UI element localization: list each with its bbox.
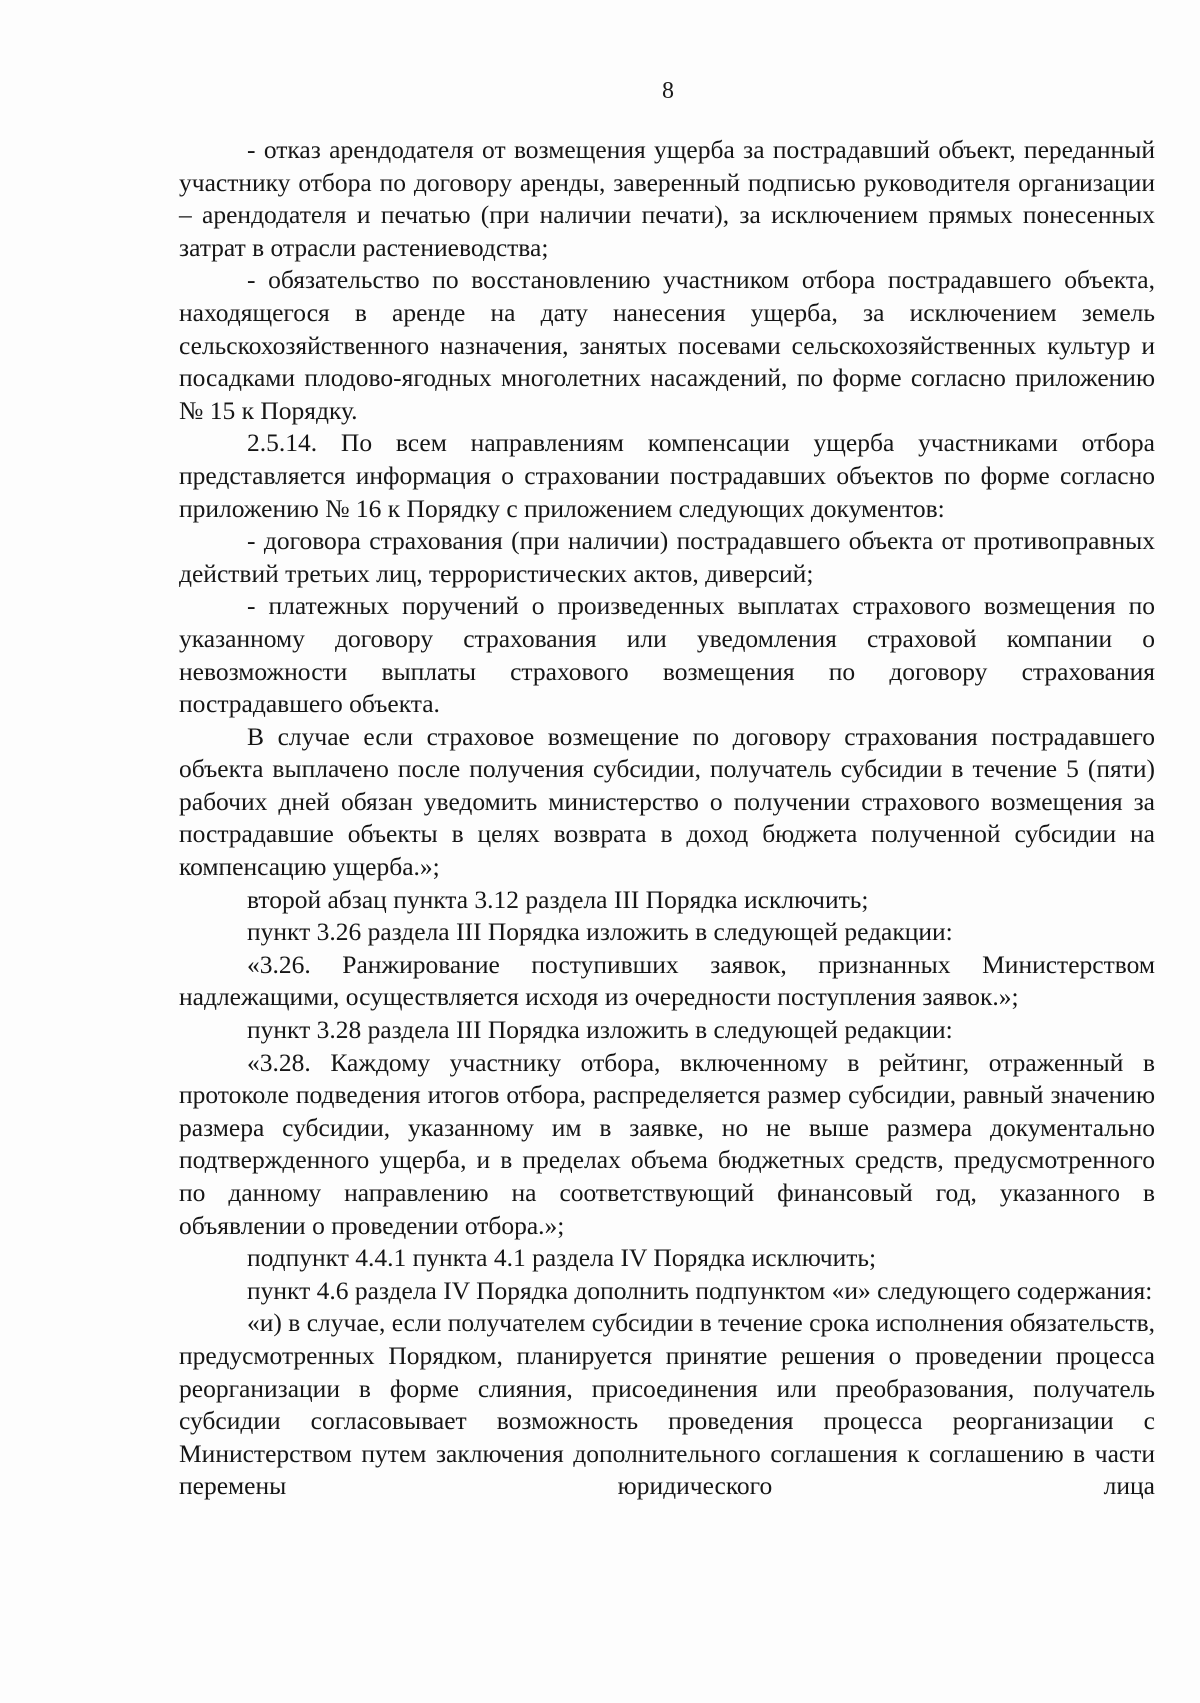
paragraph-insurance-after-subsidy: В случае если страховое возмещение по договору страхования пострадавшего объекта выплачено после получения субсидии, получатель субсидии в течение 5 (пяти) рабочих дней обязан уведомить министерство о получении страхового возмещения за пострадавшие объекты в целях возврата в доход бюджета полученной субсидии на компенсацию ущерба.»; bbox=[179, 721, 1155, 882]
paragraph-3-26-text: «3.26. Ранжирование поступивших заявок, признанных Министерством надлежащими, осуществляется исходя из очередности поступления заявок.»; bbox=[179, 949, 1155, 1012]
paragraph-3-28-text: «3.28. Каждому участнику отбора, включенному в рейтинг, отраженный в протоколе подведения итогов отбора, распределяется размер субсидии, равный значению размера субсидии, указанному им в заявке, но не выше размера документально подтвержденного ущерба, и в пределах объема бюджетных средств, предусмотренного по данному направлению на соответствующий финансовый год, указанного в объявлении о проведении отбора.»; bbox=[179, 1047, 1155, 1240]
paragraph-3-26-intro: пункт 3.26 раздела III Порядка изложить в следующей редакции: bbox=[247, 917, 953, 947]
paragraph-4-4-1-exclusion: подпункт 4.4.1 пункта 4.1 раздела IV Порядка исключить; bbox=[247, 1243, 877, 1273]
paragraph-4-6-intro: пункт 4.6 раздела IV Порядка дополнить подпунктом «и» следующего содержания: bbox=[247, 1275, 1153, 1305]
page-number: 8 bbox=[662, 78, 674, 104]
paragraph-subpoint-i: «и) в случае, если получателем субсидии в течение срока исполнения обязательств, предусмотренных Порядком, планируется принятие решения о проведении процесса реорганизации в форме слияния, присоединения или преобразования, получатель субсидии согласовывает возможность проведения процесса реорганизации с Министерством путем заключения дополнительного соглашения к соглашению в части перемены юридического лица bbox=[179, 1308, 1155, 1501]
paragraph-2-5-14: 2.5.14. По всем направлениям компенсации ущерба участниками отбора представляется информация о страховании пострадавших объектов по форме согласно приложению № 16 к Порядку с приложением следующих документов: bbox=[179, 428, 1155, 523]
paragraph-restoration-obligation: - обязательство по восстановлению участником отбора пострадавшего объекта, находящегося в аренде на дату нанесения ущерба, за исключением земель сельскохозяйственного назначения, занятых посевами сельскохозяйственных культур и посадками плодово-ягодных многолетних насаждений, по форме согласно приложению № 15 к Порядку. bbox=[179, 265, 1155, 425]
paragraph-lessor-refusal: - отказ арендодателя от возмещения ущерба за пострадавший объект, переданный участнику отбора по договору аренды, заверенный подписью руководителя организации – арендодателя и печатью (при наличии печати), за исключением прямых понесенных затрат в отрасли растениеводства; bbox=[179, 135, 1155, 262]
paragraph-3-28-intro: пункт 3.28 раздела III Порядка изложить в следующей редакции: bbox=[247, 1015, 953, 1045]
document-body bbox=[179, 134, 1155, 1503]
paragraph-3-12-exclusion: второй абзац пункта 3.12 раздела III Порядка исключить; bbox=[247, 884, 869, 914]
paragraph-payment-orders: - платежных поручений о произведенных выплатах страхового возмещения по указанному договору страхования или уведомления страховой компании о невозможности выплаты страхового возмещения по договору страхования пострадавшего объекта. bbox=[179, 591, 1155, 719]
paragraph-insurance-contract: - договора страхования (при наличии) пострадавшего объекта от противоправных действий третьих лиц, террористических актов, диверсий; bbox=[179, 526, 1155, 588]
